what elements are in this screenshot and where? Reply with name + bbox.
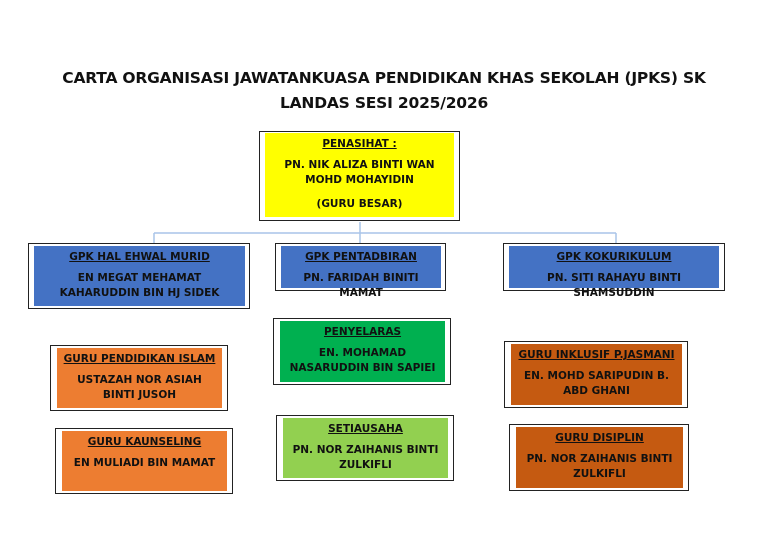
guru-pendidikan-islam-role: GURU PENDIDIKAN ISLAM [63, 353, 216, 365]
gpk-kokurikulum-card [509, 246, 719, 299]
setiausaha-card [283, 418, 448, 478]
guru-kaunseling-role: GURU KAUNSELING [87, 436, 202, 448]
gpk-kokurikulum-name: PN. SITI RAHAYU BINTI SHAMSUDDIN [547, 272, 681, 299]
setiausaha-role: SETIAUSAHA [328, 423, 403, 435]
guru-inklusif-role: GURU INKLUSIF P.JASMANI [518, 349, 675, 361]
penasihat-card [265, 133, 454, 217]
penasihat-extra: (GURU BESAR) [316, 198, 403, 210]
guru-inklusif-card [511, 344, 682, 405]
penasihat-role: PENASIHAT : [322, 138, 397, 150]
penasihat-name: PN. NIK ALIZA BINTI WAN MOHD MOHAYIDIN [284, 159, 435, 186]
gpk-kokurikulum-role: GPK KOKURIKULUM [556, 251, 672, 263]
penyelaras-card [280, 321, 445, 382]
gpk-hem-role: GPK HAL EHWAL MURID [69, 251, 210, 263]
chart-title-line2: LANDAS SESI 2025/2026 [279, 94, 489, 112]
guru-disiplin-role: GURU DISIPLIN [555, 432, 644, 444]
gpk-pentadbiran-card [281, 246, 441, 299]
guru-disiplin-name: PN. NOR ZAIHANIS BINTI ZULKIFLI [526, 453, 673, 480]
guru-pendidikan-islam-card [57, 348, 222, 408]
guru-kaunseling-card [62, 431, 227, 491]
gpk-hem-name: EN MEGAT MEHAMAT KAHARUDDIN BIN HJ SIDEK [59, 272, 220, 299]
gpk-hem-card [34, 246, 245, 306]
setiausaha-name: PN. NOR ZAIHANIS BINTI ZULKIFLI [292, 444, 439, 471]
penyelaras-role: PENYELARAS [323, 326, 402, 338]
gpk-pentadbiran-name: PN. FARIDAH BINITI MAMAT [303, 272, 419, 299]
guru-disiplin-card [516, 427, 683, 488]
gpk-pentadbiran-role: GPK PENTADBIRAN [305, 251, 417, 263]
penyelaras-name: EN. MOHAMAD NASARUDDIN BIN SAPIEI [289, 347, 436, 374]
guru-inklusif-name: EN. MOHD SARIPUDIN B. ABD GHANI [523, 370, 670, 397]
guru-pendidikan-islam-name: USTAZAH NOR ASIAH BINTI JUSOH [77, 374, 202, 401]
guru-kaunseling-name: EN MULIADI BIN MAMAT [73, 457, 216, 469]
chart-title-line1: CARTA ORGANISASI JAWATANKUASA PENDIDIKAN KHAS SEKOLAH (JPKS) SK [62, 69, 706, 87]
